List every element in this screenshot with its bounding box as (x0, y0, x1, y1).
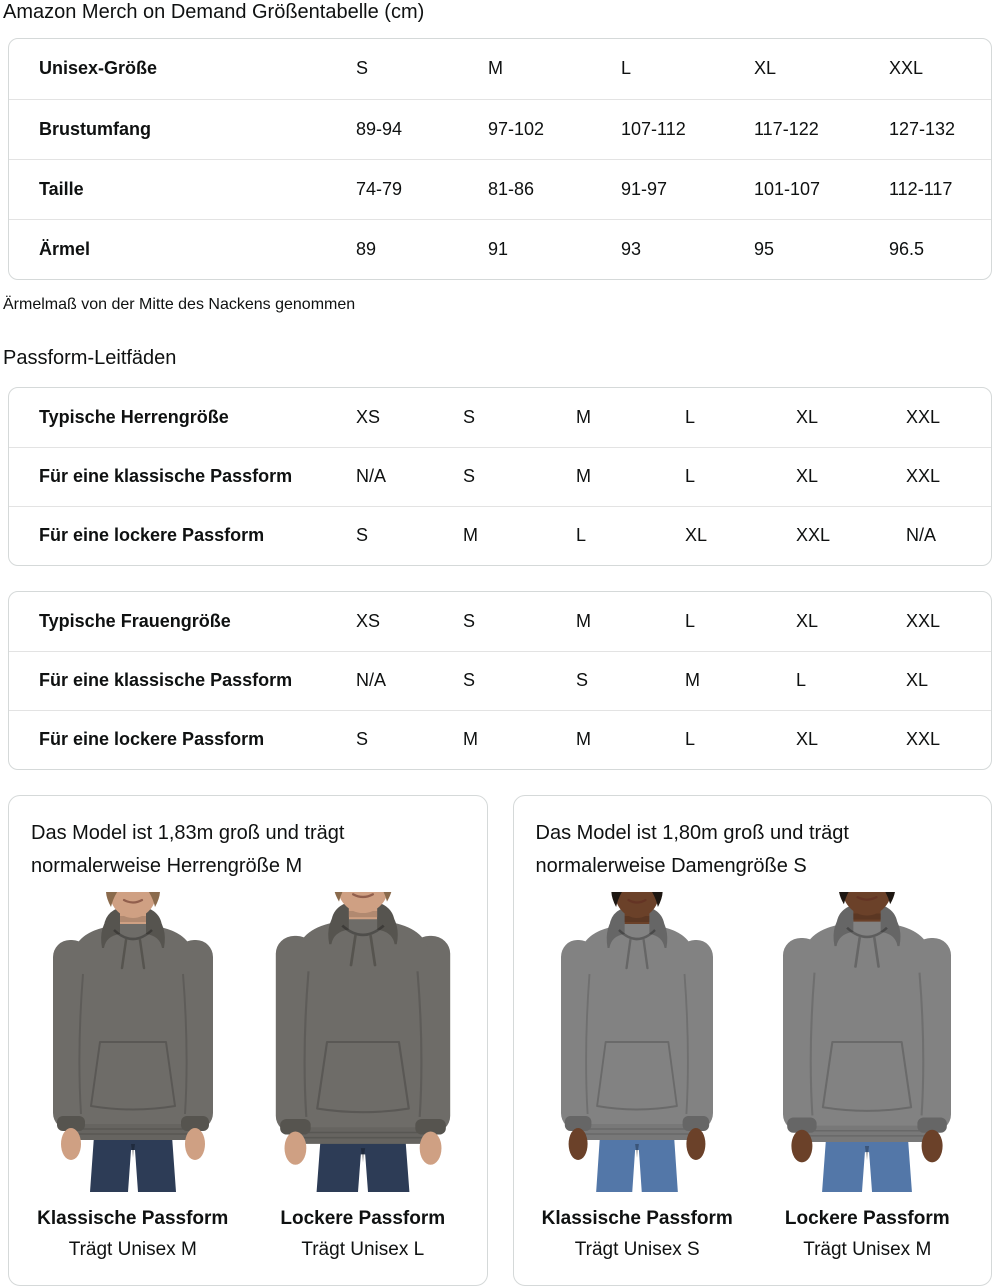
female-model-loose-fit-photo (770, 892, 964, 1192)
row-label-cell: Typische Herrengröße (39, 406, 229, 427)
fit-type-caption: Klassische Passform (37, 1208, 229, 1229)
size-cell: M (463, 506, 576, 565)
size-cell: XXL (906, 610, 941, 631)
size-cell: XL (685, 506, 796, 565)
measure-cell: 97-102 (488, 99, 621, 159)
measure-cell: 101-107 (754, 159, 889, 219)
measure-cell: 91 (488, 219, 621, 279)
measure-cell: 81-86 (488, 159, 621, 219)
size-cell: S (356, 506, 463, 565)
women-fit-guide-table (8, 591, 992, 770)
model-cards-row (8, 795, 992, 1286)
size-cell: S (356, 710, 463, 769)
figure-loose-fit (266, 892, 460, 1261)
measure-cell: 93 (621, 219, 754, 279)
fit-guides-heading: Passform-Leitfäden (3, 347, 177, 369)
row-label-cell: Brustumfang (9, 99, 356, 159)
men-fit-guide-table (8, 387, 992, 566)
size-cell: XL (796, 406, 819, 427)
figure-loose-fit (770, 892, 964, 1261)
size-cell: M (576, 710, 685, 769)
row-label-cell: Typische Frauengröße (39, 610, 231, 631)
row-label-cell: Unisex-Größe (39, 58, 158, 79)
size-cell: M (685, 651, 796, 710)
model-figures (534, 892, 972, 1261)
size-cell: XXL (906, 406, 941, 427)
table-row (9, 710, 991, 769)
model-card-women (513, 795, 993, 1286)
worn-size-caption: Trägt Unisex M (68, 1239, 197, 1260)
size-cell: L (685, 447, 796, 506)
figure-classic-fit (540, 892, 734, 1261)
size-cell: S (463, 447, 576, 506)
size-cell: M (488, 58, 503, 79)
measure-cell: 89-94 (356, 99, 488, 159)
measure-cell: 107-112 (621, 99, 754, 159)
model-card-men (8, 795, 488, 1286)
fit-type-caption: Lockere Passform (784, 1208, 950, 1229)
size-cell: M (576, 610, 591, 631)
size-cell: S (463, 610, 476, 631)
size-cell: XS (356, 610, 381, 631)
measure-cell: 127-132 (889, 99, 991, 159)
model-description: Das Model ist 1,83m groß und trägt normalerweise Herrengröße M (31, 822, 345, 877)
fit-type-caption: Lockere Passform (280, 1208, 446, 1229)
size-cell: XL (906, 651, 991, 710)
table-row (9, 447, 991, 506)
female-model-classic-fit-photo (540, 892, 734, 1192)
size-cell: L (796, 651, 906, 710)
size-cell: N/A (356, 651, 463, 710)
size-cell: XS (356, 406, 381, 427)
sleeve-note: Ärmelmaß von der Mitte des Nackens genommen (3, 296, 356, 313)
figure-classic-fit (36, 892, 230, 1261)
model-description: Das Model ist 1,80m groß und trägt normalerweise Damengröße S (535, 822, 849, 877)
size-cell: S (356, 58, 369, 79)
size-cell: L (685, 610, 696, 631)
size-cell: XXL (906, 447, 991, 506)
row-label-cell: Für eine lockere Passform (9, 506, 356, 565)
size-cell: L (685, 406, 696, 427)
table-row (9, 651, 991, 710)
size-cell: L (685, 710, 796, 769)
row-label-cell: Taille (9, 159, 356, 219)
size-cell: S (576, 651, 685, 710)
measure-cell: 112-117 (889, 159, 991, 219)
table-row (9, 388, 991, 447)
fit-type-caption: Klassische Passform (541, 1208, 733, 1229)
size-cell: M (576, 447, 685, 506)
row-label-cell: Für eine klassische Passform (9, 447, 356, 506)
row-label-cell: Ärmel (9, 219, 356, 279)
measure-cell: 117-122 (754, 99, 889, 159)
worn-size-caption: Trägt Unisex L (301, 1239, 425, 1260)
size-cell: XXL (889, 58, 924, 79)
size-cell: XXL (906, 710, 991, 769)
size-cell: XL (754, 58, 777, 79)
table-row (9, 219, 991, 279)
page-title: Amazon Merch on Demand Größentabelle (cm) (3, 1, 425, 23)
size-cell: XL (796, 710, 906, 769)
row-label-cell: Für eine lockere Passform (9, 710, 356, 769)
size-cell: L (576, 506, 685, 565)
measure-cell: 91-97 (621, 159, 754, 219)
size-cell: M (463, 710, 576, 769)
model-figures (29, 892, 467, 1261)
size-cell: XL (796, 610, 819, 631)
size-cell: L (621, 58, 632, 79)
measure-cell: 74-79 (356, 159, 488, 219)
measure-cell: 96.5 (889, 219, 991, 279)
size-cell: S (463, 651, 576, 710)
size-cell: N/A (356, 447, 463, 506)
table-header-row (9, 39, 991, 99)
male-model-loose-fit-photo (266, 892, 460, 1192)
size-cell: N/A (906, 506, 991, 565)
size-cell: M (576, 406, 591, 427)
table-row (9, 159, 991, 219)
measure-cell: 89 (356, 219, 488, 279)
unisex-size-table (8, 38, 992, 280)
table-row (9, 592, 991, 651)
worn-size-caption: Trägt Unisex M (803, 1239, 932, 1260)
table-row (9, 506, 991, 565)
size-cell: XL (796, 447, 906, 506)
measure-cell: 95 (754, 219, 889, 279)
male-model-classic-fit-photo (36, 892, 230, 1192)
row-label-cell: Für eine klassische Passform (9, 651, 356, 710)
table-row (9, 99, 991, 159)
size-cell: XXL (796, 506, 906, 565)
size-cell: S (463, 406, 476, 427)
worn-size-caption: Trägt Unisex S (574, 1239, 700, 1260)
